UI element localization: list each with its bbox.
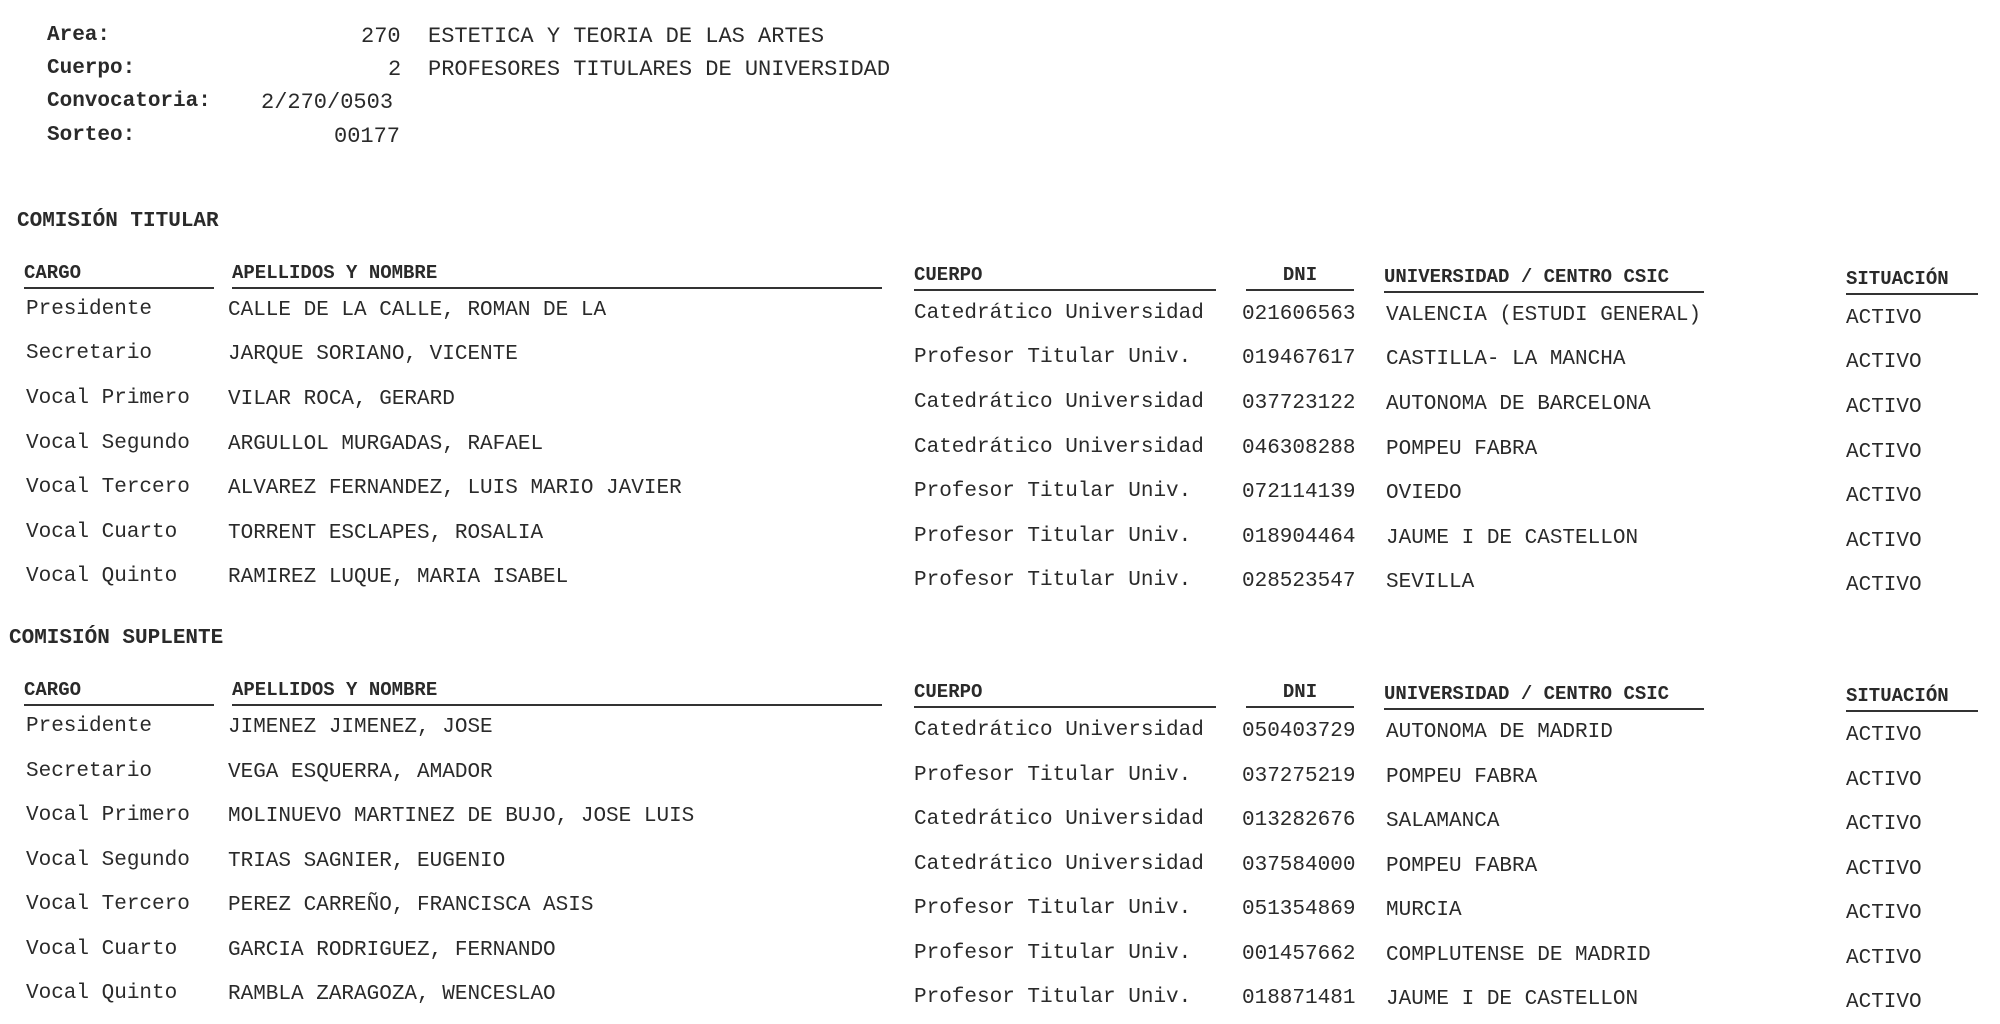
col-head-dni: DNI xyxy=(1246,264,1354,291)
sorteo-value: 00177 xyxy=(334,124,401,149)
cell-universidad: JAUME I DE CASTELLON xyxy=(1386,988,1639,1011)
cell-universidad: SEVILLA xyxy=(1386,571,1475,594)
cell-dni: 028523547 xyxy=(1242,570,1356,593)
cell-cargo: Vocal Primero xyxy=(26,804,190,827)
cell-situacion: ACTIVO xyxy=(1846,485,1922,508)
col-head-dni: DNI xyxy=(1246,681,1354,708)
col-head-situacion: SITUACIÓN xyxy=(1846,268,1978,295)
cell-situacion: ACTIVO xyxy=(1846,991,1922,1014)
cell-dni: 037723122 xyxy=(1242,392,1356,415)
cell-nombre: RAMIREZ LUQUE, MARIA ISABEL xyxy=(228,566,569,589)
cell-universidad: AUTONOMA DE BARCELONA xyxy=(1386,393,1651,416)
cell-situacion: ACTIVO xyxy=(1846,947,1922,970)
cell-nombre: ARGULLOL MURGADAS, RAFAEL xyxy=(228,433,544,456)
col-head-cuerpo: CUERPO xyxy=(914,264,1216,291)
cell-situacion: ACTIVO xyxy=(1846,902,1922,925)
cell-cargo: Presidente xyxy=(26,715,153,738)
cell-universidad: COMPLUTENSE DE MADRID xyxy=(1386,944,1651,967)
cell-cargo: Vocal Quinto xyxy=(26,982,178,1005)
convocatoria-value: 2/270/0503 xyxy=(261,90,394,115)
cell-cuerpo: Catedrático Universidad xyxy=(914,436,1204,459)
cell-dni: 051354869 xyxy=(1242,898,1356,921)
cell-situacion: ACTIVO xyxy=(1846,396,1922,419)
cell-cuerpo: Profesor Titular Univ. xyxy=(914,942,1192,965)
cell-situacion: ACTIVO xyxy=(1846,351,1922,374)
cuerpo-name: PROFESORES TITULARES DE UNIVERSIDAD xyxy=(428,57,891,82)
cell-nombre: VILAR ROCA, GERARD xyxy=(228,388,455,411)
cell-situacion: ACTIVO xyxy=(1846,441,1922,464)
cuerpo-code: 2 xyxy=(388,57,402,82)
cell-cargo: Vocal Tercero xyxy=(26,893,190,916)
cell-universidad: POMPEU FABRA xyxy=(1386,855,1538,878)
cell-cargo: Vocal Tercero xyxy=(26,476,190,499)
cell-universidad: CASTILLA- LA MANCHA xyxy=(1386,348,1626,371)
cell-situacion: ACTIVO xyxy=(1846,858,1922,881)
section-title: COMISIÓN SUPLENTE xyxy=(9,627,224,650)
cell-situacion: ACTIVO xyxy=(1846,813,1922,836)
cell-situacion: ACTIVO xyxy=(1846,769,1922,792)
col-head-universidad: UNIVERSIDAD / CENTRO CSIC xyxy=(1384,683,1704,710)
cell-nombre: RAMBLA ZARAGOZA, WENCESLAO xyxy=(228,983,556,1006)
cell-dni: 001457662 xyxy=(1242,943,1356,966)
cell-cuerpo: Profesor Titular Univ. xyxy=(914,897,1192,920)
cell-dni: 019467617 xyxy=(1242,347,1356,370)
cell-cargo: Secretario xyxy=(26,342,153,365)
cell-cuerpo: Catedrático Universidad xyxy=(914,719,1204,742)
cell-nombre: CALLE DE LA CALLE, ROMAN DE LA xyxy=(228,299,607,322)
cell-cargo: Vocal Cuarto xyxy=(26,521,178,544)
cell-cuerpo: Catedrático Universidad xyxy=(914,391,1204,414)
section-title: COMISIÓN TITULAR xyxy=(17,210,219,233)
cell-situacion: ACTIVO xyxy=(1846,724,1922,747)
cell-universidad: POMPEU FABRA xyxy=(1386,438,1538,461)
cell-cuerpo: Profesor Titular Univ. xyxy=(914,764,1192,787)
cell-situacion: ACTIVO xyxy=(1846,307,1922,330)
cell-nombre: JARQUE SORIANO, VICENTE xyxy=(228,343,518,366)
cell-dni: 021606563 xyxy=(1242,303,1356,326)
cell-dni: 037275219 xyxy=(1242,765,1356,788)
cell-universidad: POMPEU FABRA xyxy=(1386,766,1538,789)
cell-cargo: Vocal Segundo xyxy=(26,432,190,455)
cell-nombre: PEREZ CARREÑO, FRANCISCA ASIS xyxy=(228,894,594,917)
col-head-cargo: CARGO xyxy=(24,679,214,706)
cell-dni: 050403729 xyxy=(1242,720,1356,743)
cell-cargo: Vocal Primero xyxy=(26,387,190,410)
cell-nombre: GARCIA RODRIGUEZ, FERNANDO xyxy=(228,939,556,962)
col-head-cuerpo: CUERPO xyxy=(914,681,1216,708)
cell-dni: 013282676 xyxy=(1242,809,1356,832)
cell-universidad: JAUME I DE CASTELLON xyxy=(1386,527,1639,550)
cell-cargo: Presidente xyxy=(26,298,153,321)
col-head-nombre: APELLIDOS Y NOMBRE xyxy=(232,679,882,706)
area-label: Area: xyxy=(47,24,111,47)
area-code: 270 xyxy=(361,24,401,49)
cell-dni: 018904464 xyxy=(1242,526,1356,549)
cell-cuerpo: Profesor Titular Univ. xyxy=(914,986,1192,1009)
cell-universidad: AUTONOMA DE MADRID xyxy=(1386,721,1613,744)
cell-dni: 046308288 xyxy=(1242,437,1356,460)
cell-dni: 037584000 xyxy=(1242,854,1356,877)
cell-nombre: TRIAS SAGNIER, EUGENIO xyxy=(228,850,506,873)
cell-cuerpo: Catedrático Universidad xyxy=(914,808,1204,831)
area-name: ESTETICA Y TEORIA DE LAS ARTES xyxy=(428,24,825,49)
cell-cargo: Vocal Segundo xyxy=(26,849,190,872)
cell-nombre: ALVAREZ FERNANDEZ, LUIS MARIO JAVIER xyxy=(228,477,682,500)
cell-cuerpo: Catedrático Universidad xyxy=(914,302,1204,325)
cell-cuerpo: Profesor Titular Univ. xyxy=(914,569,1192,592)
col-head-situacion: SITUACIÓN xyxy=(1846,685,1978,712)
cell-dni: 018871481 xyxy=(1242,987,1356,1010)
cell-cuerpo: Profesor Titular Univ. xyxy=(914,525,1192,548)
cell-cargo: Vocal Quinto xyxy=(26,565,178,588)
cell-cuerpo: Profesor Titular Univ. xyxy=(914,346,1192,369)
cell-universidad: VALENCIA (ESTUDI GENERAL) xyxy=(1386,304,1702,327)
col-head-cargo: CARGO xyxy=(24,262,214,289)
col-head-nombre: APELLIDOS Y NOMBRE xyxy=(232,262,882,289)
cell-nombre: TORRENT ESCLAPES, ROSALIA xyxy=(228,522,544,545)
convocatoria-label: Convocatoria: xyxy=(47,90,211,113)
cell-nombre: JIMENEZ JIMENEZ, JOSE xyxy=(228,716,493,739)
cell-situacion: ACTIVO xyxy=(1846,574,1922,597)
cell-universidad: SALAMANCA xyxy=(1386,810,1500,833)
cell-universidad: OVIEDO xyxy=(1386,482,1462,505)
cell-cargo: Secretario xyxy=(26,760,153,783)
cell-universidad: MURCIA xyxy=(1386,899,1462,922)
cell-nombre: VEGA ESQUERRA, AMADOR xyxy=(228,761,493,784)
cell-nombre: MOLINUEVO MARTINEZ DE BUJO, JOSE LUIS xyxy=(228,805,695,828)
sorteo-label: Sorteo: xyxy=(47,124,136,147)
cell-cuerpo: Catedrático Universidad xyxy=(914,853,1204,876)
cell-cargo: Vocal Cuarto xyxy=(26,938,178,961)
cuerpo-label: Cuerpo: xyxy=(47,57,136,80)
cell-dni: 072114139 xyxy=(1242,481,1356,504)
col-head-universidad: UNIVERSIDAD / CENTRO CSIC xyxy=(1384,266,1704,293)
cell-cuerpo: Profesor Titular Univ. xyxy=(914,480,1192,503)
cell-situacion: ACTIVO xyxy=(1846,530,1922,553)
